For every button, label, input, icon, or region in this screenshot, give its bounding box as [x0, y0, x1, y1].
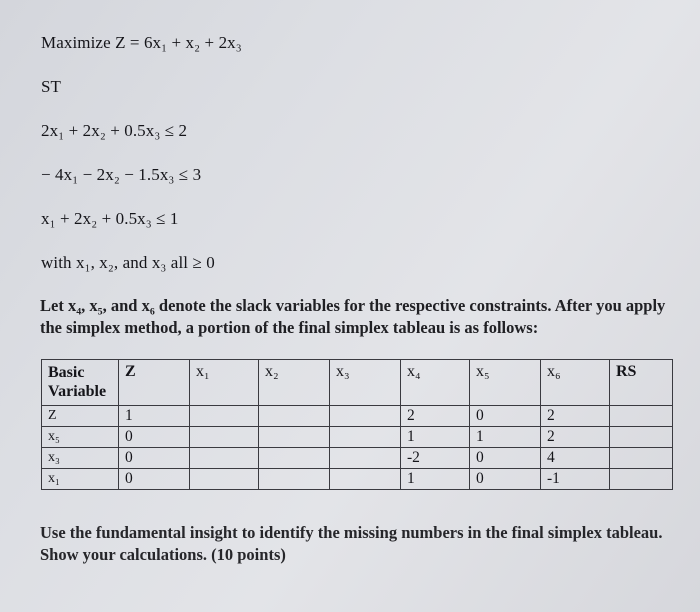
cell-basic: x₅	[42, 427, 119, 448]
cell-x6: 2	[541, 406, 610, 427]
cell-x4: -2	[401, 448, 470, 469]
table-row	[42, 469, 673, 490]
cell-x1	[190, 469, 259, 490]
header-x6: x₆	[541, 360, 610, 406]
cell-x3	[330, 448, 401, 469]
constraint-3: x₁ + 2x₂ + 0.5x₃ ≤ 1	[41, 209, 179, 228]
cell-rs	[610, 469, 673, 490]
cell-x2	[259, 406, 330, 427]
cell-rs	[610, 427, 673, 448]
cell-z: 0	[119, 427, 190, 448]
table-row	[42, 448, 673, 469]
cell-z: 1	[119, 406, 190, 427]
constraint-1: 2x₁ + 2x₂ + 0.5x₃ ≤ 2	[41, 121, 188, 140]
header-basic-variable: Basic Variable	[42, 360, 119, 406]
cell-x4: 2	[401, 406, 470, 427]
cell-x6: 4	[541, 448, 610, 469]
subject-to-label: ST	[41, 77, 62, 96]
constraint-2: − 4x₁ − 2x₂ − 1.5x₃ ≤ 3	[41, 165, 202, 184]
cell-x3	[330, 427, 401, 448]
cell-x1	[190, 427, 259, 448]
nonnegativity-condition: with x₁, x₂, and x₃ all ≥ 0	[41, 253, 215, 272]
header-z: Z	[119, 360, 190, 406]
cell-x4: 1	[401, 469, 470, 490]
table-row	[42, 406, 673, 427]
question-text: Use the fundamental insight to identify the missing numbers in the final simplex tableau. Show your calculations. (10 points)	[40, 523, 663, 564]
cell-rs	[610, 448, 673, 469]
header-x5: x₅	[470, 360, 541, 406]
header-x1: x₁	[190, 360, 259, 406]
cell-z: 0	[119, 448, 190, 469]
cell-x5: 1	[470, 427, 541, 448]
cell-x2	[259, 469, 330, 490]
slack-variables-note: Let x₄, x₅, and x₆ denote the slack variables for the respective constraints. After you apply the simplex method, a portion of the final simplex tableau is as follows:	[40, 296, 666, 337]
tableau-header-row	[42, 360, 673, 406]
cell-x3	[330, 406, 401, 427]
cell-basic: x₃	[42, 448, 119, 469]
cell-x6: -1	[541, 469, 610, 490]
cell-z: 0	[119, 469, 190, 490]
cell-x4: 1	[401, 427, 470, 448]
final-simplex-tableau	[41, 359, 673, 490]
header-rs: RS	[610, 360, 673, 406]
cell-basic: Z	[42, 406, 119, 427]
table-row	[42, 427, 673, 448]
cell-x5: 0	[470, 406, 541, 427]
cell-x5: 0	[470, 469, 541, 490]
header-x3: x₃	[330, 360, 401, 406]
cell-basic: x₁	[42, 469, 119, 490]
header-x2: x₂	[259, 360, 330, 406]
objective-function: Maximize Z = 6x₁ + x₂ + 2x₃	[41, 33, 242, 52]
cell-x3	[330, 469, 401, 490]
cell-x1	[190, 406, 259, 427]
cell-x6: 2	[541, 427, 610, 448]
cell-x2	[259, 427, 330, 448]
cell-x2	[259, 448, 330, 469]
header-x4: x₄	[401, 360, 470, 406]
cell-x1	[190, 448, 259, 469]
cell-x5: 0	[470, 448, 541, 469]
cell-rs	[610, 406, 673, 427]
